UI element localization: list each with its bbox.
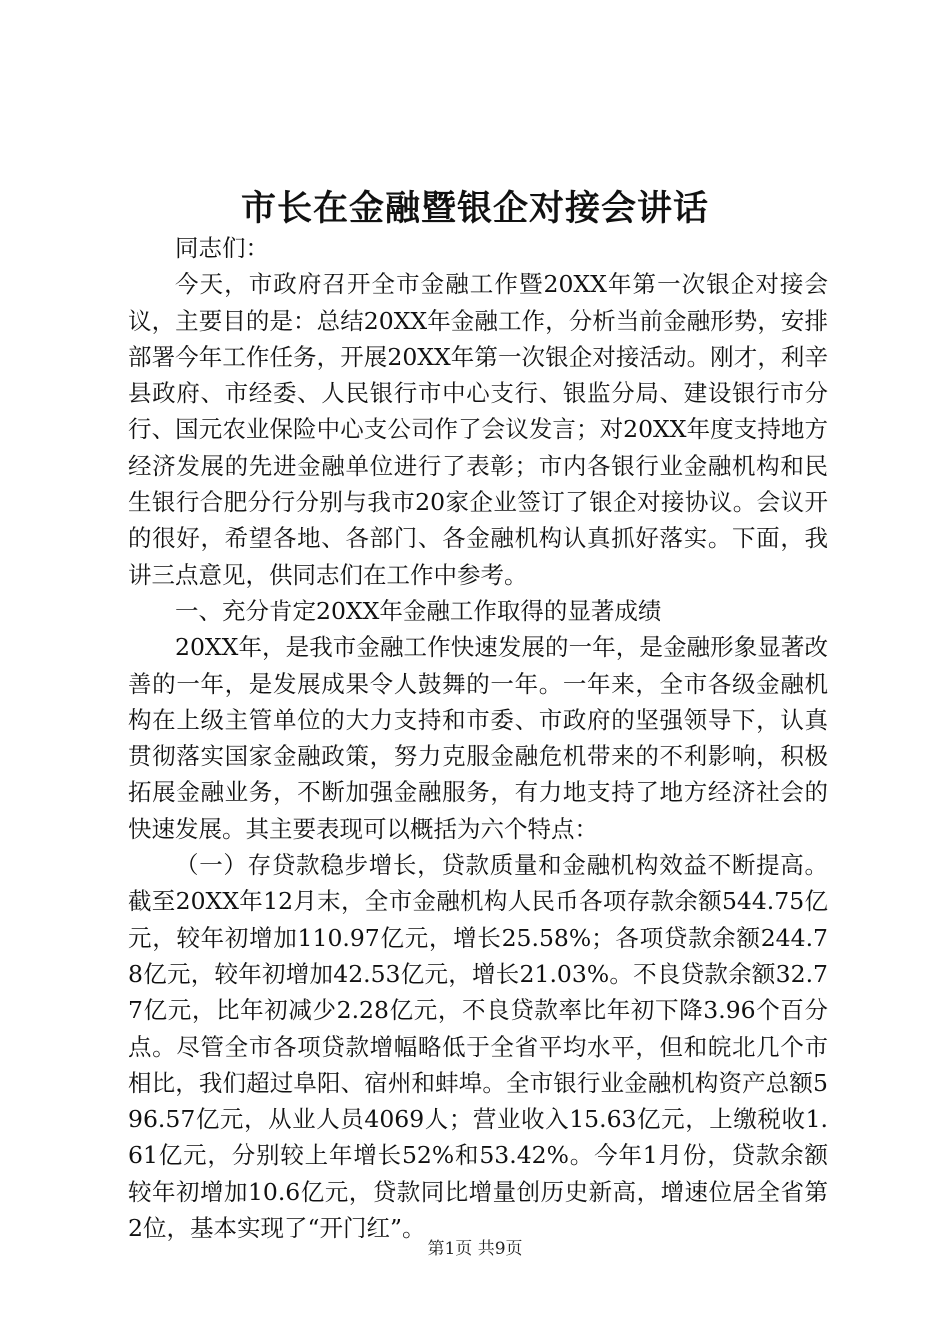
page-number: 第1页 共9页 (427, 1239, 523, 1259)
paragraph-achievements: 20XX年，是我市金融工作快速发展的一年，是金融形象显著改善的一年，是发展成果令人鼓舞的一年。一年来，全市各级金融机构在上级主管单位的大力支持和市委、市政府的坚强领导下，认真贯彻落实国家金融政策，努力克服金融危机带来的不利影响，积极拓展金融业务，不断加强金融服务，有力地支持了地方经济社会的快速发展。其主要表现可以概括为六个特点： (128, 633, 828, 843)
salutation: 同志们： (175, 234, 269, 262)
paragraph-deposits-loans: （一）存贷款稳步增长，贷款质量和金融机构效益不断提高。截至20XX年12月末，全市金融机构人民币各项存款余额544.75亿元，较年初增加110.97亿元，增长25.58%；各项贷款余额244.78亿元，较年初增加42.53亿元，增长21.03%。不良贷款余额32.77亿元，比年初减少2.28亿元，不良贷款率比年初下降3.96个百分点。尽管全市各项贷款增幅略低于全省平均水平，但和皖北几个市相比，我们超过阜阳、宿州和蚌埠。全市银行业金融机构资产总额596.57亿元，从业人员4069人；营业收入15.63亿元，上缴税收1.61亿元，分别较上年增长52%和53.42%。今年1月份，贷款余额较年初增加10.6亿元，贷款同比增量创历史新高，增速位居全省第2位，基本实现了“开门红”。 (128, 851, 828, 1243)
section-heading: 一、充分肯定20XX年金融工作取得的显著成绩 (175, 596, 662, 625)
paragraph-intro: 今天，市政府召开全市金融工作暨20XX年第一次银企对接会议，主要目的是：总结20XX年金融工作，分析当前金融形势，安排部署今年工作任务，开展20XX年第一次银企对接活动。刚才，利辛县政府、市经委、人民银行市中心支行、银监分局、建设银行市分行、国元农业保险中心支公司作了会议发言；对20XX年度支持地方经济发展的先进金融单位进行了表彰；市内各银行业金融机构和民生银行合肥分行分别与我市20家企业签订了银企对接协议。会议开的很好，希望各地、各部门、各金融机构认真抓好落实。下面，我讲三点意见，供同志们在工作中参考。 (128, 270, 828, 589)
document-body (128, 230, 828, 1246)
document-title: 市长在金融暨银企对接会讲话 (240, 188, 709, 229)
